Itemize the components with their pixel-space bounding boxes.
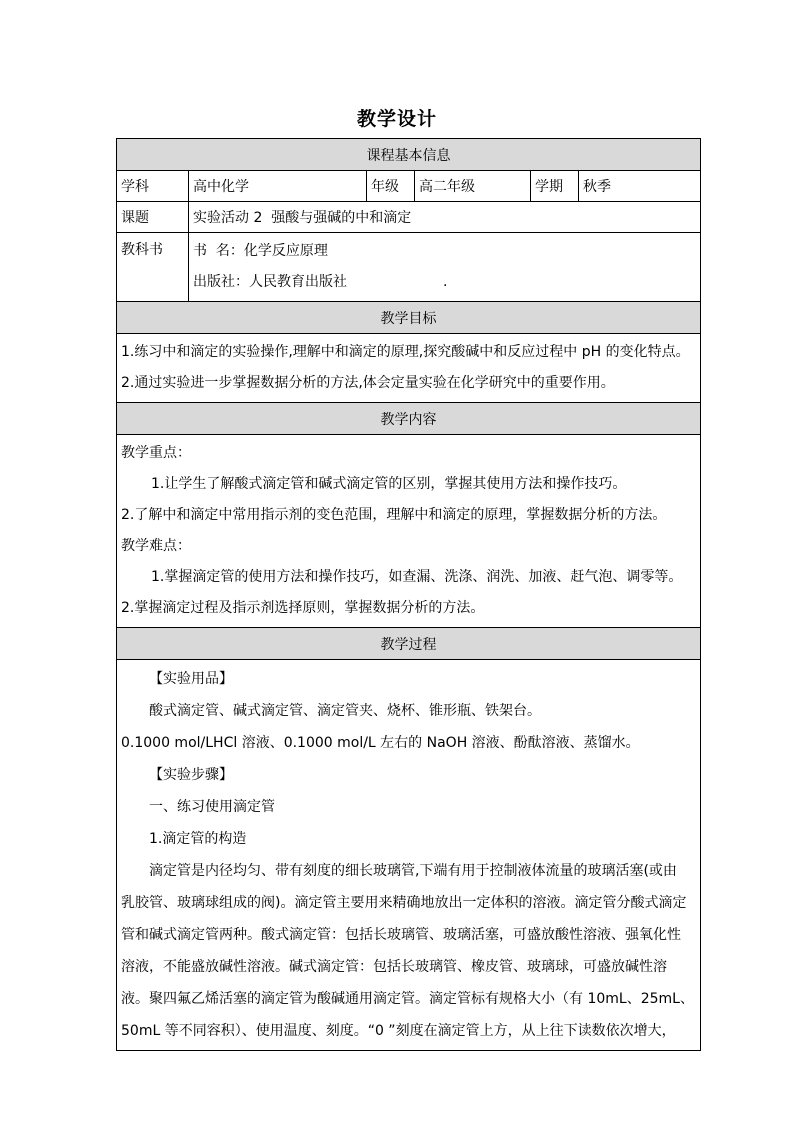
- objectives-body: [117, 334, 701, 403]
- term-value: 秋季: [579, 171, 701, 202]
- step1-subheading: 1.滴定管的构造: [149, 831, 247, 847]
- steps-heading: 【实验步骤】: [149, 767, 233, 783]
- section-content: 教学内容: [117, 403, 701, 435]
- textbook-publisher: 出版社：人民教育出版社: [193, 274, 347, 290]
- section-process: 教学过程: [117, 628, 701, 660]
- textbook-dot: .: [443, 274, 448, 290]
- grade-value: 高二年级: [415, 171, 531, 202]
- key-point-1: 1.让学生了解酸式滴定管和碱式滴定管的区别，掌握其使用方法和操作技巧。: [151, 476, 627, 492]
- objective-item-1: 1.练习中和滴定的实验操作,理解中和滴定的原理,探究酸碱中和反应过程中 pH 的变化特点。: [121, 344, 690, 360]
- key-point-2: 2.了解中和滴定中常用指示剂的变色范围，理解中和滴定的原理，掌握数据分析的方法。: [121, 507, 667, 523]
- paragraph-line: 管和碱式滴定管两种。酸式滴定管：包括长玻璃管、玻璃活塞，可盛放酸性溶液、强氧化性: [121, 927, 681, 943]
- difficulties-label: 教学难点：: [121, 538, 191, 554]
- subject-value: 高中化学: [189, 171, 367, 202]
- content-body: [117, 435, 701, 628]
- materials-line-1: 酸式滴定管、碱式滴定管、滴定管夹、烧杯、锥形瓶、铁架台。: [149, 703, 541, 719]
- topic-value: 实验活动 2 强酸与强碱的中和滴定: [189, 202, 701, 233]
- subject-label: 学科: [117, 171, 189, 202]
- paragraph-line: 溶液，不能盛放碱性溶液。碱式滴定管：包括长玻璃管、橡皮管、玻璃球，可盛放碱性溶: [121, 959, 667, 975]
- process-body: [117, 660, 701, 1051]
- document-title: 教学设计: [356, 108, 437, 130]
- paragraph-line: 50mL 等不同容积）、使用温度、刻度。“0 ”刻度在滴定管上方，从上往下读数依次增大，: [121, 1023, 676, 1039]
- difficulty-1: 1.掌握滴定管的使用方法和操作技巧，如查漏、洗涤、润洗、加液、赶气泡、调零等。: [151, 569, 683, 585]
- topic-label: 课题: [117, 202, 189, 233]
- step1-heading: 一、练习使用滴定管: [149, 799, 275, 815]
- key-points-label: 教学重点：: [121, 445, 191, 461]
- lesson-plan-table: [116, 138, 701, 1051]
- section-basic-info: 课程基本信息: [117, 139, 701, 171]
- paragraph-line: 滴定管是内径均匀、带有刻度的细长玻璃管,下端有用于控制液体流量的玻璃活塞(或由: [149, 863, 677, 879]
- textbook-publisher-line: [193, 267, 696, 298]
- textbook-name: 书 名：化学反应原理: [193, 243, 328, 259]
- objective-item-2: 2.通过实验进一步掌握数据分析的方法,体会定量实验在化学研究中的重要作用。: [121, 375, 615, 391]
- grade-label: 年级: [367, 171, 415, 202]
- textbook-label: 教科书: [117, 233, 189, 302]
- materials-heading: 【实验用品】: [149, 671, 233, 687]
- paragraph-line: 乳胶管、玻璃球组成的阀)。滴定管主要用来精确地放出一定体积的溶液。滴定管分酸式滴定: [121, 895, 687, 911]
- difficulty-2: 2.掌握滴定过程及指示剂选择原则，掌握数据分析的方法。: [121, 600, 485, 616]
- materials-line-2: 0.1000 mol/LHCl 溶液、0.1000 mol/L 左右的 NaOH 溶液、酚酞溶液、蒸馏水。: [121, 735, 640, 751]
- paragraph-line: 液。聚四氟乙烯活塞的滴定管为酸碱通用滴定管。滴定管标有规格大小（有 10mL、25mL、: [121, 991, 694, 1007]
- textbook-info: [189, 233, 701, 302]
- term-label: 学期: [531, 171, 579, 202]
- section-objectives: 教学目标: [117, 302, 701, 334]
